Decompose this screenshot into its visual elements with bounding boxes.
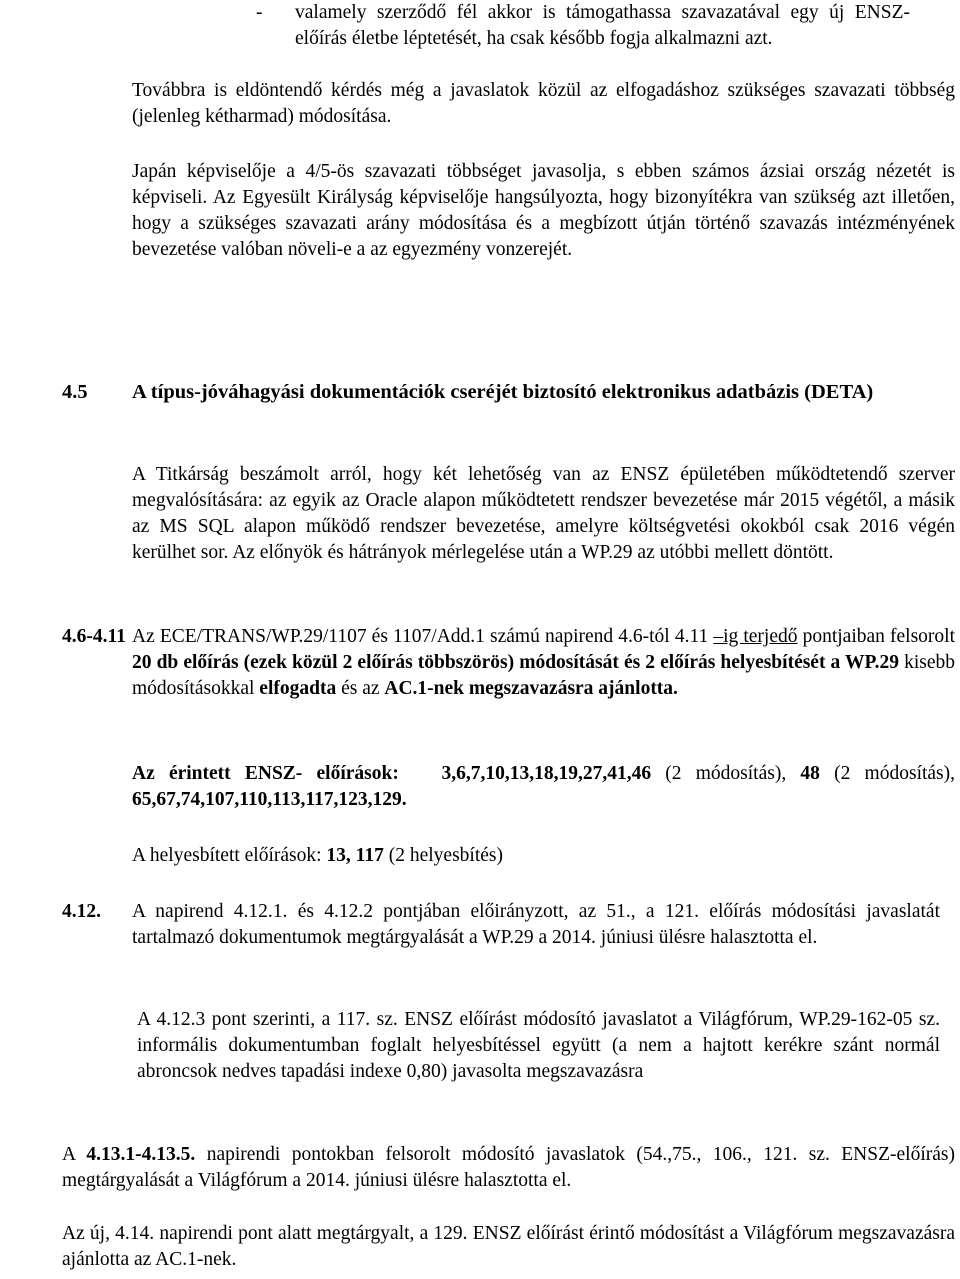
section-number: 4.6-4.11 <box>62 626 126 647</box>
affected-regulations <box>132 761 955 813</box>
adopted-text: elfogadta <box>259 678 337 699</box>
section-title: A típus-jóváhagyási dokumentációk cseréjét biztosító elektronikus adatbázis (DETA) <box>132 381 874 403</box>
agenda-text: Az ECE/TRANS/WP.29/1107 és 1107/Add.1 számú napirend 4.6-tól 4.11 <box>132 626 714 647</box>
section-body <box>132 624 955 702</box>
paragraph-japan-uk: Japán képviselője a 4/5-ös szavazati többséget javasolja, s ebben számos ázsiai ország nézetét is képviseli. Az Egyesült Királyság képviselője hangsúlyozta, hogy bizonyítékra van szükség azt illetően, hogy a szükséges szavazati arány módosítása és a megbízott útján történő szavazás intézményének bevezetése valóban növeli-e a az egyezmény vonzerejét. <box>132 161 955 260</box>
corrected-values: 13, 117 <box>326 845 384 866</box>
bullet-text: valamely szerződő fél akkor is támogathassa szavazatával egy új ENSZ-előírás életbe léptetését, ha csak később fogja alkalmazni azt. <box>295 2 910 49</box>
section-number: 4.12. <box>62 901 101 922</box>
paragraph-voting-majority: Továbbra is eldöntendő kérdés még a javaslatok közül az elfogadáshoz szükséges szavazati többség (jelenleg kétharmad) módosítása. <box>132 80 955 127</box>
paragraph-4-14: Az új, 4.14. napirendi pont alatt megtárgyalt, a 129. ENSZ előírást érintő módosítást a Világfórum megszavazásra ajánlotta az AC.1-nek. <box>62 1223 955 1270</box>
affected-list-1: 3,6,7,10,13,18,19,27,41,46 <box>441 763 652 784</box>
corrected-note: (2 helyesbítés) <box>383 845 503 866</box>
amendments-count: 20 db előírás (ezek közül 2 előírás többszörös) módosítását és 2 előírás helyesbítését a WP.29 <box>132 652 899 673</box>
agenda-range-text: –ig terjedő <box>713 626 798 647</box>
section-number: 4.5 <box>62 381 88 403</box>
affected-48: 48 <box>800 763 820 784</box>
section-body: A napirend 4.12.1. és 4.12.2 pontjában előirányzott, az 51., a 121. előírás módosítási javaslatát tartalmazó dokumentumok megtárgyalását a WP.29 a 2014. júniusi ülésre halasztotta el. <box>132 901 940 948</box>
text-2: napirendi pontokban felsorolt módosító javaslatok (54.,75., 106., 121. sz. ENSZ-előírás) megtárgyalását a Világfórum a 2014. júniusi ülésre halasztotta el. <box>62 1144 955 1191</box>
agenda-text-3: kisebb módosításokkal <box>132 652 955 699</box>
ac1-recommendation: AC.1-nek megszavazásra ajánlotta. <box>384 678 678 699</box>
corrected-regulations <box>132 843 955 869</box>
affected-note-1: (2 módosítás), <box>651 763 801 784</box>
affected-note-2: (2 módosítás), <box>819 763 956 784</box>
paragraph-4-13 <box>62 1142 955 1194</box>
affected-label: Az érintett ENSZ- előírások: <box>132 763 399 784</box>
section-body-2: A 4.12.3 pont szerinti, a 117. sz. ENSZ előírást módosító javaslatot a Világfórum, WP.29-162-05 sz. informális dokumentumban foglalt helyesbítéssel együtt (a nem a hajtott kerékre szánt normál abroncsok nedves tapadási indexe 0,80) javasolta megszavazásra <box>137 1009 940 1082</box>
section-body: A Titkárság beszámolt arról, hogy két lehetőség van az ENSZ épületében működtetendő szerver megvalósítására: az egyik az Oracle alapon működtetett rendszer bevezetése már 2015 végétől, a másik az MS SQL alapon működő rendszer bevezetése, amelyre költségvetési okokból csak 2016 végén kerülhet sor. Az előnyök és hátrányok mérlegelése után a WP.29 az utóbbi mellett döntött. <box>132 464 955 563</box>
affected-list-2: 65,67,74,107,110,113,117,123,129. <box>132 789 407 810</box>
agenda-text-4: és az <box>336 678 385 699</box>
bullet-dash: - <box>256 2 263 23</box>
text: A <box>62 1144 87 1165</box>
corrected-label: A helyesbített előírások: <box>132 845 327 866</box>
agenda-text-2: pontjaiban felsorolt <box>797 626 955 647</box>
agenda-items: 4.13.1-4.13.5. <box>86 1144 196 1165</box>
